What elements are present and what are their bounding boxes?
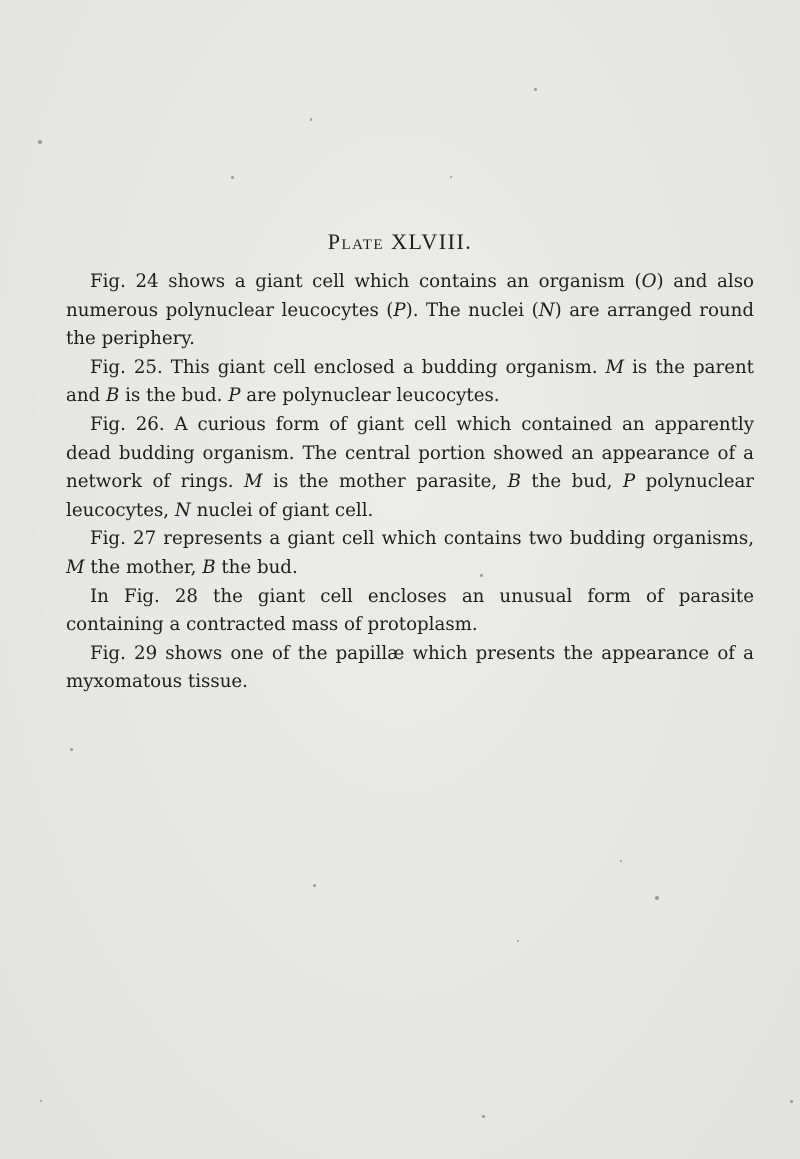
figure-28-paragraph xyxy=(66,583,754,640)
text-segment: are polynuclear leucocytes. xyxy=(240,385,500,407)
label-letter: P xyxy=(622,471,636,493)
paper-speck xyxy=(655,896,659,900)
label-letter: M xyxy=(605,356,625,378)
paper-speck xyxy=(70,748,73,751)
text-segment: ). The nuclei ( xyxy=(405,299,539,321)
paper-speck xyxy=(231,176,234,179)
text-segment: ) are arranged round the periphery. xyxy=(66,299,755,350)
text-segment: nuclei of giant cell. xyxy=(190,499,374,521)
paper-speck xyxy=(790,1100,793,1103)
label-letter: B xyxy=(105,385,120,407)
text-segment: the bud. xyxy=(215,556,298,578)
text-segment: Fig. 27 represents a giant cell which contains two budding organisms, xyxy=(90,528,754,550)
figure-25-paragraph xyxy=(66,354,754,411)
figure-27-paragraph xyxy=(66,525,754,582)
plate-heading: Plate XLVIII. xyxy=(327,229,473,254)
text-segment: the bud, xyxy=(520,471,623,493)
text-segment: polynuclear leucocytes, xyxy=(66,471,754,521)
paper-speck xyxy=(620,860,622,862)
text-segment: In Fig. 28 the giant cell encloses an unusual form of parasite containing a contracted mass of protoplasm. xyxy=(66,585,754,636)
paper-speck xyxy=(482,1115,485,1118)
label-letter: B xyxy=(202,556,216,578)
figure-29-paragraph xyxy=(66,640,754,697)
text-segment: Fig. 29 shows one of the papillæ which presents the appearance of a myxomatous tissue. xyxy=(66,642,754,693)
label-letter: M xyxy=(244,471,263,493)
label-letter: P xyxy=(228,385,241,407)
text-segment: is the mother parasite, xyxy=(262,471,508,493)
label-letter: B xyxy=(507,471,521,493)
label-letter: M xyxy=(66,556,85,578)
figure-26-paragraph xyxy=(66,411,754,525)
text-segment: the mother, xyxy=(84,556,203,578)
text-segment: Fig. 25. This giant cell enclosed a budding organism. xyxy=(90,356,606,378)
plate-description xyxy=(66,268,754,697)
paper-speck xyxy=(40,1100,42,1102)
paper-speck xyxy=(534,88,537,91)
paper-speck xyxy=(450,176,452,178)
paper-speck xyxy=(310,118,312,121)
label-letter: O xyxy=(641,271,657,292)
text-segment: is the parent and xyxy=(66,356,754,407)
figure-24-paragraph xyxy=(66,268,754,354)
text-segment: ) and also numerous polynuclear leucocytes ( xyxy=(66,271,754,321)
text-segment: is the bud. xyxy=(119,385,229,407)
label-letter: N xyxy=(538,299,555,321)
text-segment: Fig. 26. A curious form of giant cell which contained an apparently dead budding organism. The central portion showed an appearance of a network of rings. xyxy=(66,413,754,493)
paper-speck xyxy=(517,940,519,942)
label-letter: N xyxy=(174,499,191,521)
text-segment: Fig. 24 shows a giant cell which contains an organism ( xyxy=(90,271,642,292)
paper-speck xyxy=(38,140,42,144)
label-letter: P xyxy=(393,299,406,321)
paper-speck xyxy=(313,884,316,887)
